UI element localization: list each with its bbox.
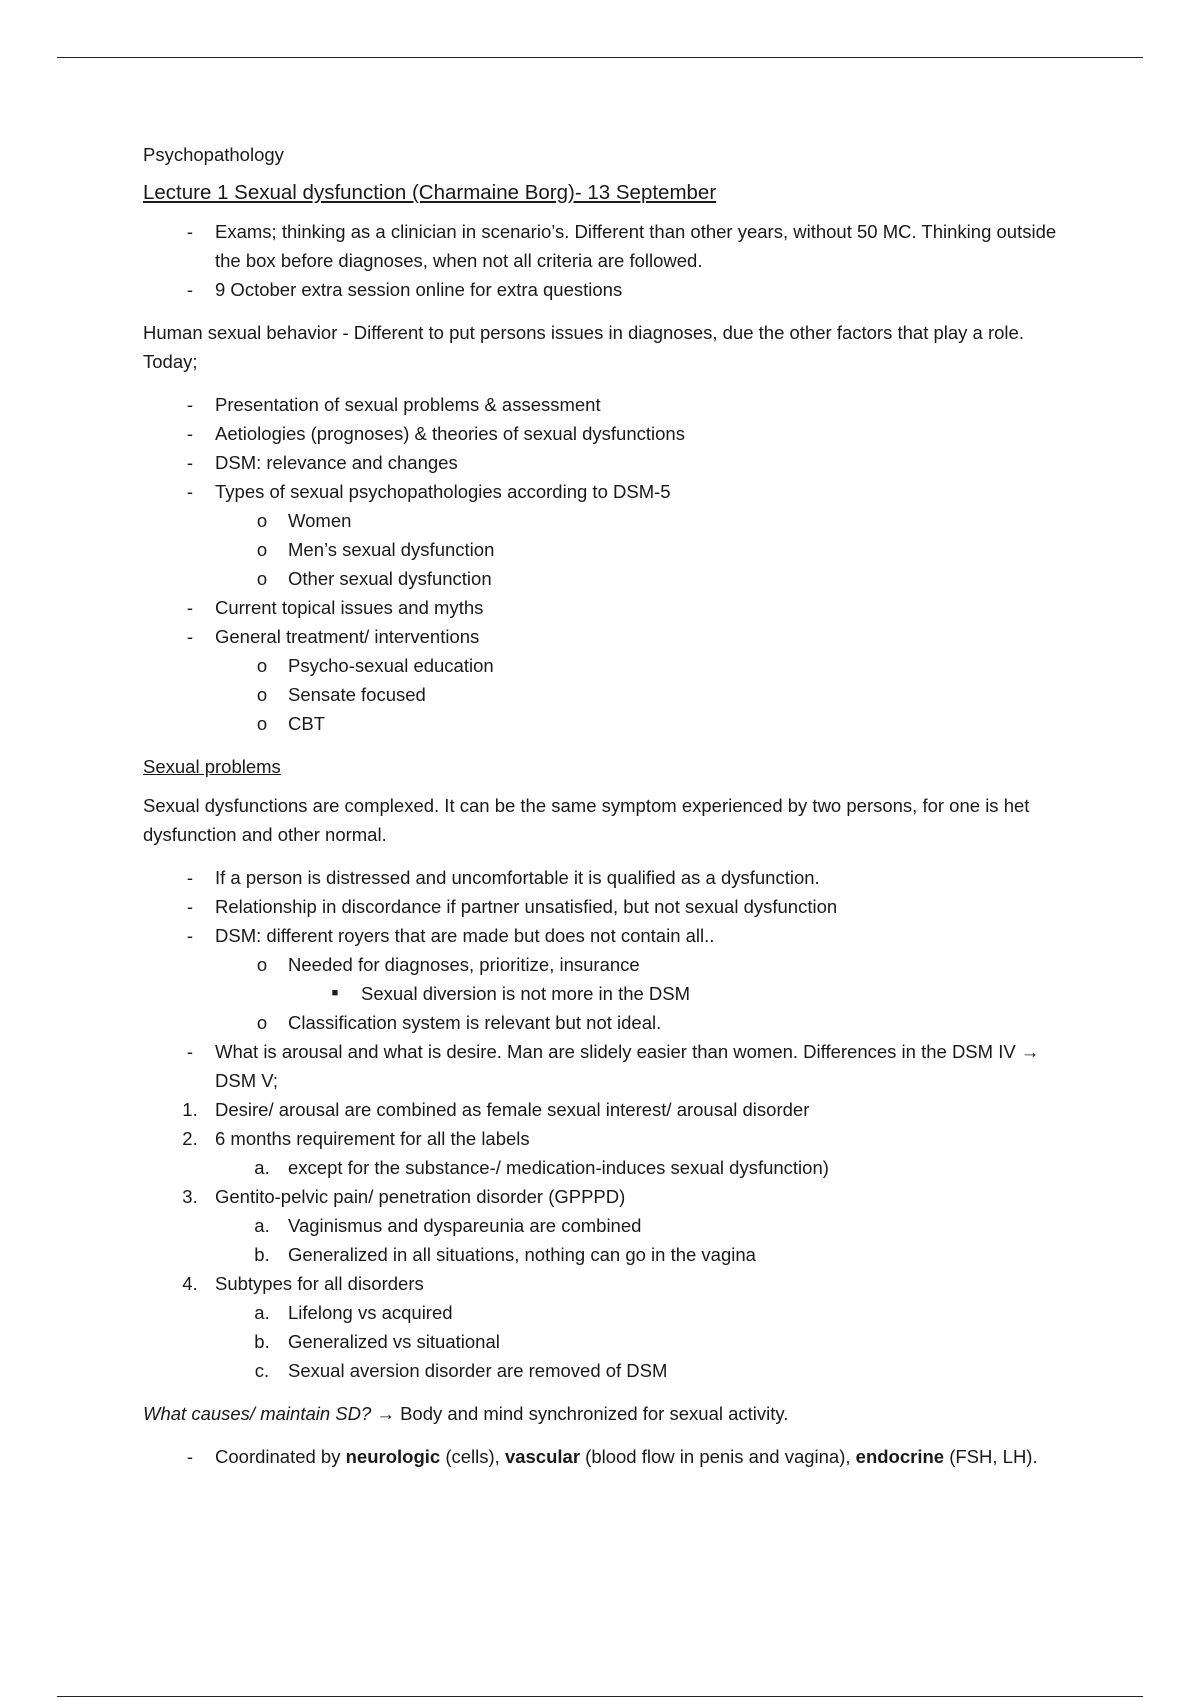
list-item — [143, 275, 1063, 304]
intro-list — [143, 217, 1063, 304]
list-item-text — [143, 1442, 1063, 1471]
sub-list-item-text: CBT — [288, 713, 325, 734]
list-item — [143, 419, 1063, 448]
sub-list-item — [143, 564, 1063, 593]
circle-marker: o — [256, 539, 268, 560]
complexed-paragraph: Sexual dysfunctions are complexed. It can be the same symptom experienced by two persons, for one is het dysfunction and other normal. — [143, 795, 1030, 845]
human-behavior-paragraph: Human sexual behavior - Different to put persons issues in diagnoses, due the other factors that play a role. Today; — [143, 322, 1024, 372]
lettered-item-text: Generalized vs situational — [288, 1331, 500, 1352]
number-marker: 4. — [182, 1273, 198, 1294]
dash-marker: - — [186, 481, 194, 502]
today-list — [143, 390, 1063, 738]
list-item — [143, 390, 1063, 419]
coord-neurologic: neurologic — [345, 1446, 441, 1467]
list-item — [143, 622, 1063, 651]
sub-list-item-text: Sensate focused — [288, 684, 426, 705]
list-item-text: 9 October extra session online for extra questions — [215, 279, 623, 300]
list-item — [143, 892, 1063, 921]
sub-list-item — [143, 1008, 1063, 1037]
lettered-item — [143, 1356, 1063, 1385]
numbered-item-text: 6 months requirement for all the labels — [215, 1128, 530, 1149]
sub-list-item — [143, 651, 1063, 680]
numbered-item-text: Subtypes for all disorders — [215, 1273, 424, 1294]
numbered-item — [143, 1182, 1063, 1211]
lettered-item — [143, 1211, 1063, 1240]
lettered-item-text: Generalized in all situations, nothing can go in the vagina — [288, 1244, 756, 1265]
lettered-item-text: except for the substance-/ medication-induces sexual dysfunction) — [288, 1157, 829, 1178]
list-item-text: General treatment/ interventions — [215, 626, 480, 647]
list-item — [143, 1037, 1063, 1095]
list-item — [143, 921, 1063, 950]
list-item — [143, 593, 1063, 622]
number-marker: 1. — [182, 1099, 198, 1120]
dash-marker: - — [186, 279, 194, 300]
document-page — [143, 140, 1063, 1485]
header-rule — [57, 57, 1143, 58]
circle-marker: o — [256, 684, 268, 705]
numbered-item — [143, 1095, 1063, 1124]
circle-marker: o — [256, 568, 268, 589]
dash-marker: - — [186, 394, 194, 415]
course-title: Psychopathology — [143, 144, 284, 165]
letter-marker: c. — [254, 1360, 270, 1381]
list-item — [143, 1442, 1063, 1471]
dash-marker: - — [186, 597, 194, 618]
coord-text-2: (cells), — [440, 1446, 505, 1467]
causes-question: What causes/ maintain SD? — [143, 1403, 372, 1424]
list-item-text: Exams; thinking as a clinician in scenario’s. Different than other years, without 50 MC. Thinking outside the box before diagnoses, when not all criteria are followed. — [215, 221, 1057, 271]
dash-marker: - — [186, 1041, 194, 1062]
lettered-item — [143, 1327, 1063, 1356]
coordination-list — [143, 1442, 1063, 1471]
dash-marker: - — [186, 867, 194, 888]
lettered-item — [143, 1298, 1063, 1327]
sub-list-item-text: Classification system is relevant but not ideal. — [288, 1012, 662, 1033]
circle-marker: o — [256, 1012, 268, 1033]
list-item — [143, 217, 1063, 275]
causes-paragraph — [143, 1399, 1063, 1428]
circle-marker: o — [256, 655, 268, 676]
circle-marker: o — [256, 510, 268, 531]
square-marker: ■ — [331, 987, 339, 999]
dash-marker: - — [186, 925, 194, 946]
lettered-item — [143, 1153, 1063, 1182]
list-item — [143, 448, 1063, 477]
lettered-item-text: Lifelong vs acquired — [288, 1302, 453, 1323]
letter-marker: b. — [254, 1331, 270, 1352]
list-item — [143, 863, 1063, 892]
sub-list-item-text: Women — [288, 510, 352, 531]
list-item-text: What is arousal and what is desire. Man are slidely easier than women. Differences in the DSM IV → DSM V; — [215, 1041, 1040, 1091]
footer-rule — [57, 1696, 1143, 1697]
sub-list-item-text: Men’s sexual dysfunction — [288, 539, 495, 560]
sub-list-item-text: Psycho-sexual education — [288, 655, 494, 676]
number-marker: 3. — [182, 1186, 198, 1207]
numbered-item — [143, 1124, 1063, 1153]
causes-answer: Body and mind synchronized for sexual activity. — [400, 1403, 789, 1424]
list-item-text: Aetiologies (prognoses) & theories of sexual dysfunctions — [215, 423, 685, 444]
list-item-text: DSM: relevance and changes — [215, 452, 458, 473]
number-marker: 2. — [182, 1128, 198, 1149]
sexual-problems-list — [143, 863, 1063, 1385]
list-item-text: Types of sexual psychopathologies according to DSM-5 — [215, 481, 671, 502]
dash-marker: - — [186, 452, 194, 473]
dash-marker: - — [186, 221, 194, 242]
circle-marker: o — [256, 713, 268, 734]
sub-list-item — [143, 535, 1063, 564]
list-item-text: Current topical issues and myths — [215, 597, 484, 618]
sub-sub-list-item — [143, 979, 1063, 1008]
sub-sub-list-item-text: Sexual diversion is not more in the DSM — [361, 983, 691, 1004]
list-item-text: Relationship in discordance if partner unsatisfied, but not sexual dysfunction — [215, 896, 838, 917]
dash-marker: - — [186, 896, 194, 917]
letter-marker: a. — [254, 1215, 270, 1236]
sub-list-item-text: Other sexual dysfunction — [288, 568, 492, 589]
coord-text-1: Coordinated by — [215, 1446, 346, 1467]
dash-marker: - — [186, 626, 194, 647]
sub-list-item — [143, 709, 1063, 738]
coord-vascular: vascular — [504, 1446, 581, 1467]
lettered-item — [143, 1240, 1063, 1269]
numbered-item — [143, 1269, 1063, 1298]
coord-text-3: (blood flow in penis and vagina), — [580, 1446, 856, 1467]
circle-marker: o — [256, 954, 268, 975]
sexual-problems-heading: Sexual problems — [143, 756, 281, 777]
list-item-text: Presentation of sexual problems & assessment — [215, 394, 601, 415]
dash-marker: - — [186, 1446, 194, 1467]
lettered-item-text: Vaginismus and dyspareunia are combined — [288, 1215, 642, 1236]
numbered-item-text: Gentito-pelvic pain/ penetration disorder (GPPPD) — [215, 1186, 626, 1207]
arrow-icon: → — [376, 1403, 395, 1424]
dash-marker: - — [186, 423, 194, 444]
list-item — [143, 477, 1063, 506]
letter-marker: a. — [254, 1157, 270, 1178]
numbered-item-text: Desire/ arousal are combined as female sexual interest/ arousal disorder — [215, 1099, 810, 1120]
list-item-text: DSM: different royers that are made but does not contain all.. — [215, 925, 715, 946]
letter-marker: a. — [254, 1302, 270, 1323]
coord-endocrine: endocrine — [855, 1446, 945, 1467]
sub-list-item — [143, 680, 1063, 709]
sub-list-item — [143, 950, 1063, 979]
letter-marker: b. — [254, 1244, 270, 1265]
list-item-text: If a person is distressed and uncomfortable it is qualified as a dysfunction. — [215, 867, 820, 888]
sub-list-item-text: Needed for diagnoses, prioritize, insurance — [288, 954, 640, 975]
coord-text-4: (FSH, LH). — [944, 1446, 1038, 1467]
lettered-item-text: Sexual aversion disorder are removed of DSM — [288, 1360, 668, 1381]
sub-list-item — [143, 506, 1063, 535]
lecture-heading: Lecture 1 Sexual dysfunction (Charmaine Borg)- 13 September — [143, 181, 717, 204]
